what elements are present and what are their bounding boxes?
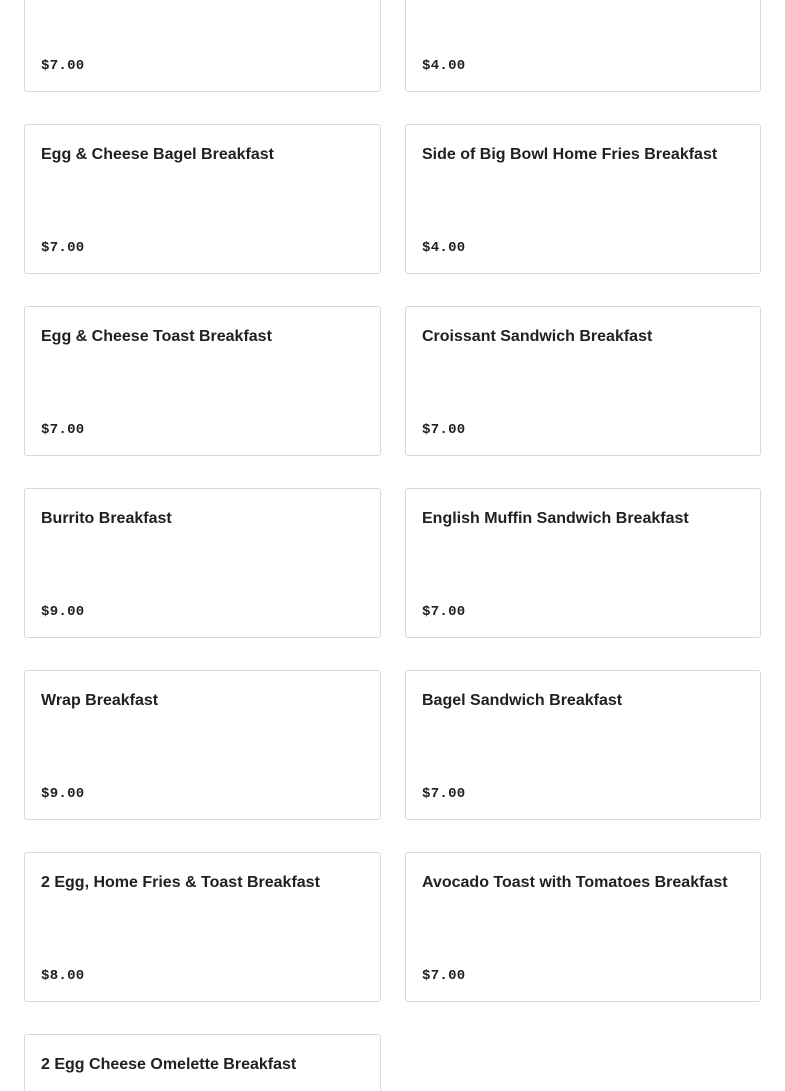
menu-item-card[interactable] xyxy=(24,1034,381,1091)
menu-item-card[interactable] xyxy=(24,306,381,456)
menu-item-price: $9.00 xyxy=(41,604,85,620)
menu-item-card[interactable] xyxy=(405,670,761,820)
menu-item-name: Burrito Breakfast xyxy=(41,510,172,527)
menu-item-price: $7.00 xyxy=(41,58,85,74)
menu-item-card[interactable] xyxy=(24,852,381,1002)
menu-item-price: $7.00 xyxy=(41,240,85,256)
menu-item-card[interactable] xyxy=(24,0,381,92)
menu-item-price: $7.00 xyxy=(422,786,466,802)
menu-item-card[interactable] xyxy=(405,0,761,92)
menu-item-price: $9.00 xyxy=(41,786,85,802)
menu-item-price: $7.00 xyxy=(422,604,466,620)
menu-item-card[interactable] xyxy=(405,488,761,638)
menu-item-card[interactable] xyxy=(24,488,381,638)
menu-item-price: $7.00 xyxy=(422,968,466,984)
menu-item-name: 2 Egg Cheese Omelette Breakfast xyxy=(41,1056,297,1073)
menu-item-name: Egg & Cheese Toast Breakfast xyxy=(41,328,272,345)
menu-item-name: English Muffin Sandwich Breakfast xyxy=(422,510,689,527)
menu-item-name: Wrap Breakfast xyxy=(41,692,159,709)
menu-item-name: Bagel Sandwich Breakfast xyxy=(422,692,623,709)
menu-item-price: $4.00 xyxy=(422,58,466,74)
menu-item-card[interactable] xyxy=(24,124,381,274)
menu-item-card[interactable] xyxy=(24,670,381,820)
menu-item-name: Avocado Toast with Tomatoes Breakfast xyxy=(422,874,728,891)
menu-item-grid xyxy=(24,0,761,1091)
menu-item-price: $8.00 xyxy=(41,968,85,984)
menu-item-price: $7.00 xyxy=(422,422,466,438)
menu-item-card[interactable] xyxy=(405,124,761,274)
menu-item-name: Egg & Cheese Bagel Breakfast xyxy=(41,146,274,163)
menu-item-price: $7.00 xyxy=(41,422,85,438)
menu-item-name: Side of Big Bowl Home Fries Breakfast xyxy=(422,146,718,163)
menu-item-price: $4.00 xyxy=(422,240,466,256)
menu-item-name: Croissant Sandwich Breakfast xyxy=(422,328,653,345)
menu-item-card[interactable] xyxy=(405,306,761,456)
menu-item-name: 2 Egg, Home Fries & Toast Breakfast xyxy=(41,874,320,891)
menu-item-card[interactable] xyxy=(405,852,761,1002)
